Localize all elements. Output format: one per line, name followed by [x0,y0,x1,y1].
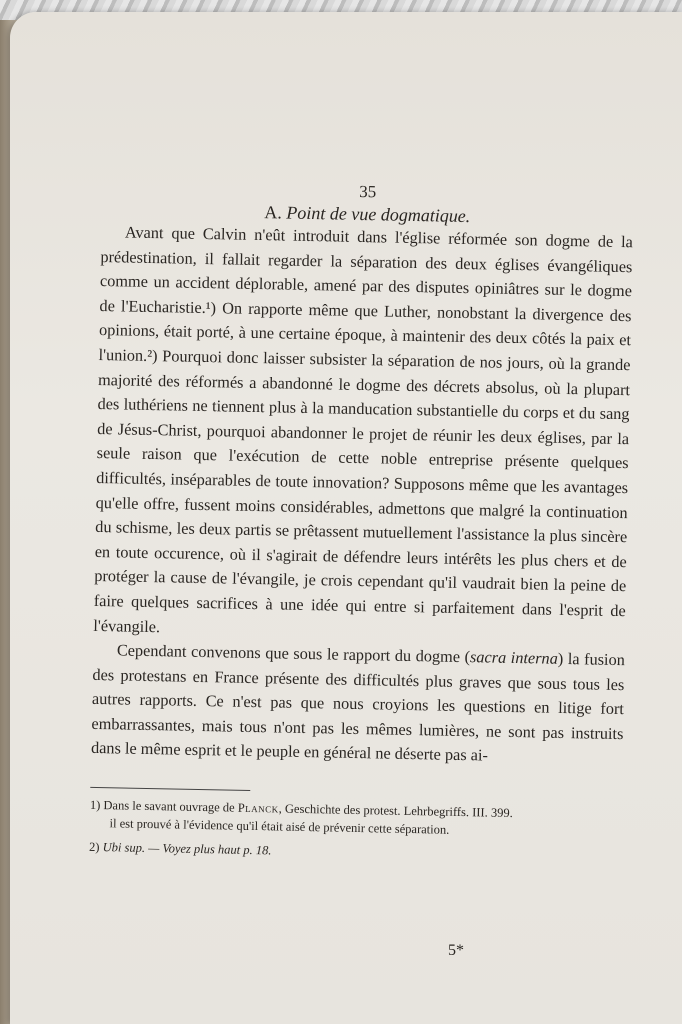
paragraph-1: Avant que Calvin n'eût introduit dans l'église réformée son dogme de la prédestination, il fallait regarder la séparation des deux églises évangéliques comme un accident déplorable, amené par des disputes opiniâtres sur le dogme de l'Eucharistie.¹) On rapporte même que Luther, nonobstant la divergence des opinions, était porté, à une certaine époque, à maintenir des deux côtés la paix et l'union.²) Pourquoi donc laisser subsister la séparation de nos jours, où la grande majorité des réformés a abandonné le dogme des décrets absolus, où la plupart des luthériens ne tiennent plus à la manducation substantielle du corps et du sang de Jésus-Christ, pourquoi abandonner le projet de réunir les deux églises, par la seule raison que l'exécution de cette noble entreprise présente quelques difficultés, inséparables de toute innovation? Supposons même que les avantages qu'elle offre, fussent moins considérables, admettons que malgré la continuation du schisme, les deux partis se prêtassent mutuellement l'assistance la plus sincère en toute occurence, où il s'agirait de défendre leurs intérêts les plus chers et de protéger la cause de l'évangile, je crois cependant qu'il vaudrait bien la peine de faire quelques sacrifices à une idée qui entre si parfaitement dans l'esprit de l'évangile. [93,222,634,636]
footnote-2-mark: 2) [89,839,100,855]
signature-mark: 5* [448,942,464,959]
footnote-1-continuation: il est prouvé à l'évidence qu'il était aisé de prévenir cette séparation. [109,816,450,837]
page-number: 35 [359,181,377,202]
paragraph-2-start: Cependant convenons que sous le rapport du dogme ( [116,640,471,667]
text-block [89,177,634,866]
footnote-2-text: Ubi sup. — Voyez plus haut p. 18. [102,840,272,858]
footnote-2 [89,838,621,866]
footnote-1-author: Planck [237,800,279,816]
heading-label: A. [264,202,283,223]
paragraph-2-italic: sacra interna [469,647,558,668]
book-page [10,12,682,1024]
paragraph-2 [91,638,625,771]
paragraph-2-end: ) la fusion des protestans en France présente des difficultés plus graves que sous tous les autres rapports. Ce n'est pas que nous croyions les questions en litige fort embarrassantes, mais tous n'ont pas les mêmes lumières, ne sont pas instruits dans le même esprit et le peuple en général ne déserte pas ai- [90,648,626,765]
footnote-1-mark: 1) [89,797,101,813]
footnote-1-text-a: Dans le savant ouvrage de [103,798,235,815]
footnote-1 [89,796,622,842]
footnote-1-text-b: , Geschichte des protest. Lehrbegriffs. III. 399. [278,801,513,821]
footnote-rule [90,787,250,791]
heading-title: Point de vue dogmatique. [286,202,471,227]
